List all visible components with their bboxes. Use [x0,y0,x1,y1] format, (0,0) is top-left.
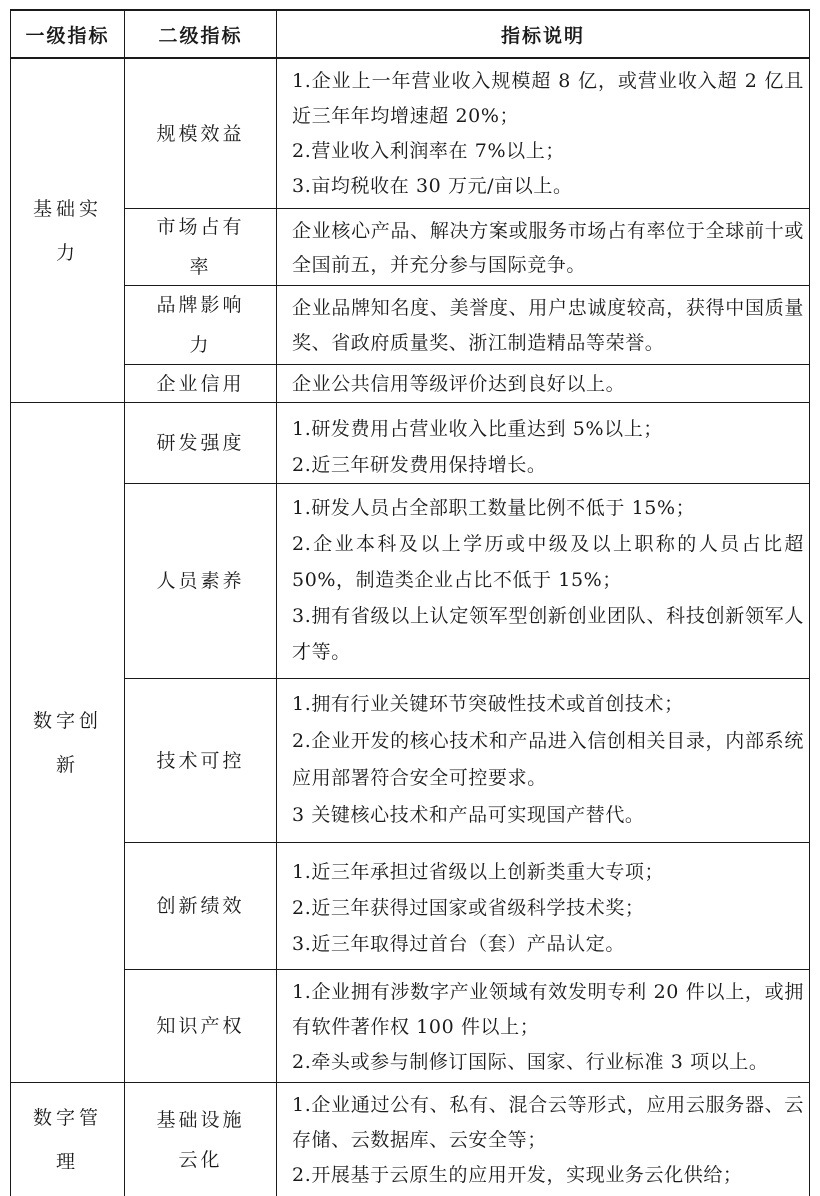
level2-intellectual-property: 知识产权 [156,1015,245,1037]
level2-market-share: 市场占有 率 [156,216,245,278]
column-rule [276,9,277,1196]
desc-line: 2.近三年研发费用保持增长。 [292,454,547,476]
level2-tech-control: 技术可控 [156,749,245,772]
desc-scale-benefit [292,64,804,204]
desc-tech-control [292,686,804,834]
desc-line: 1.研发人员占全部职工数量比例不低于 15%； [292,497,696,519]
desc-line: 3.亩均税收在 30 万元/亩以上。 [292,175,573,197]
desc-line: 1.拥有行业关键环节突破性技术或首创技术； [292,693,684,715]
desc-line: 企业核心产品、解决方案或服务市场占有率位于全球前十或全国前五，并充分参与国际竞争。 [292,220,804,276]
desc-line: 3 关键核心技术和产品可实现国产替代。 [292,804,645,826]
desc-enterprise-credit [292,367,804,401]
desc-line: 1.企业上一年营业收入规模超 8 亿，或营业收入超 2 亿且近三年年均增速超 20%； [292,70,804,127]
level2-innovation-performance: 创新绩效 [156,895,245,917]
level1-basic-strength: 基础实 力 [32,197,102,264]
level1-digital-management: 数字管 理 [32,1106,102,1173]
desc-rd-intensity [292,411,804,483]
desc-innovation-performance [292,854,804,962]
desc-line: 1.企业通过公有、私有、混合云等形式，应用云服务器、云存储、云数据库、云安全等； [292,1094,804,1151]
level2-rd-intensity: 研发强度 [156,432,245,454]
level2-enterprise-credit: 企业信用 [156,372,245,395]
level2-brand-influence: 品牌影响 力 [156,294,245,356]
desc-brand-influence [292,291,804,361]
desc-personnel-quality [292,490,804,670]
desc-line: 2.近三年获得过国家或省级科学技术奖； [292,897,645,919]
table-right-rule [809,9,810,1196]
desc-line: 1.近三年承担过省级以上创新类重大专项； [292,861,665,883]
desc-line: 2.营业收入利润率在 7%以上； [292,140,565,162]
level2-scale-benefit: 规模效益 [156,122,245,145]
header-level2: 二级指标 [158,24,243,47]
desc-line: 1.企业拥有涉数字产业领域有效发明专利 20 件以上，或拥有软件著作权 100 件以上； [292,981,804,1038]
desc-line: 2.牵头或参与制修订国际、国家、行业标准 3 项以上。 [292,1051,769,1073]
desc-line: 企业品牌知名度、美誉度、用户忠诚度较高，获得中国质量奖、省政府质量奖、浙江制造精品等荣誉。 [292,297,804,354]
desc-line: 1.研发费用占营业收入比重达到 5%以上； [292,418,663,440]
desc-line: 3.近三年取得过首台（套）产品认定。 [292,933,625,955]
level1-digital-innovation: 数字创 新 [32,709,102,776]
level2-personnel-quality: 人员素养 [156,570,245,592]
desc-line: 2.开展基于云原生的应用开发，实现业务云化供给； [292,1164,743,1186]
header-description: 指标说明 [500,24,585,47]
desc-line: 2.企业本科及以上学历或中级及以上职称的人员占比超 50%，制造类企业占比不低于 15%； [292,533,804,591]
desc-line: 企业公共信用等级评价达到良好以上。 [292,373,626,395]
desc-line: 3.拥有省级以上认定领军型创新创业团队、科技创新领军人才等。 [292,605,804,663]
desc-infrastructure-cloud [292,1088,804,1193]
header-level1: 一级指标 [25,24,110,47]
desc-line: 2.企业开发的核心技术和产品进入信创相关目录，内部系统应用部署符合安全可控要求。 [292,730,804,789]
level2-infrastructure-cloud: 基础设施 云化 [156,1108,245,1171]
desc-intellectual-property [292,975,804,1080]
desc-market-share [292,214,804,282]
